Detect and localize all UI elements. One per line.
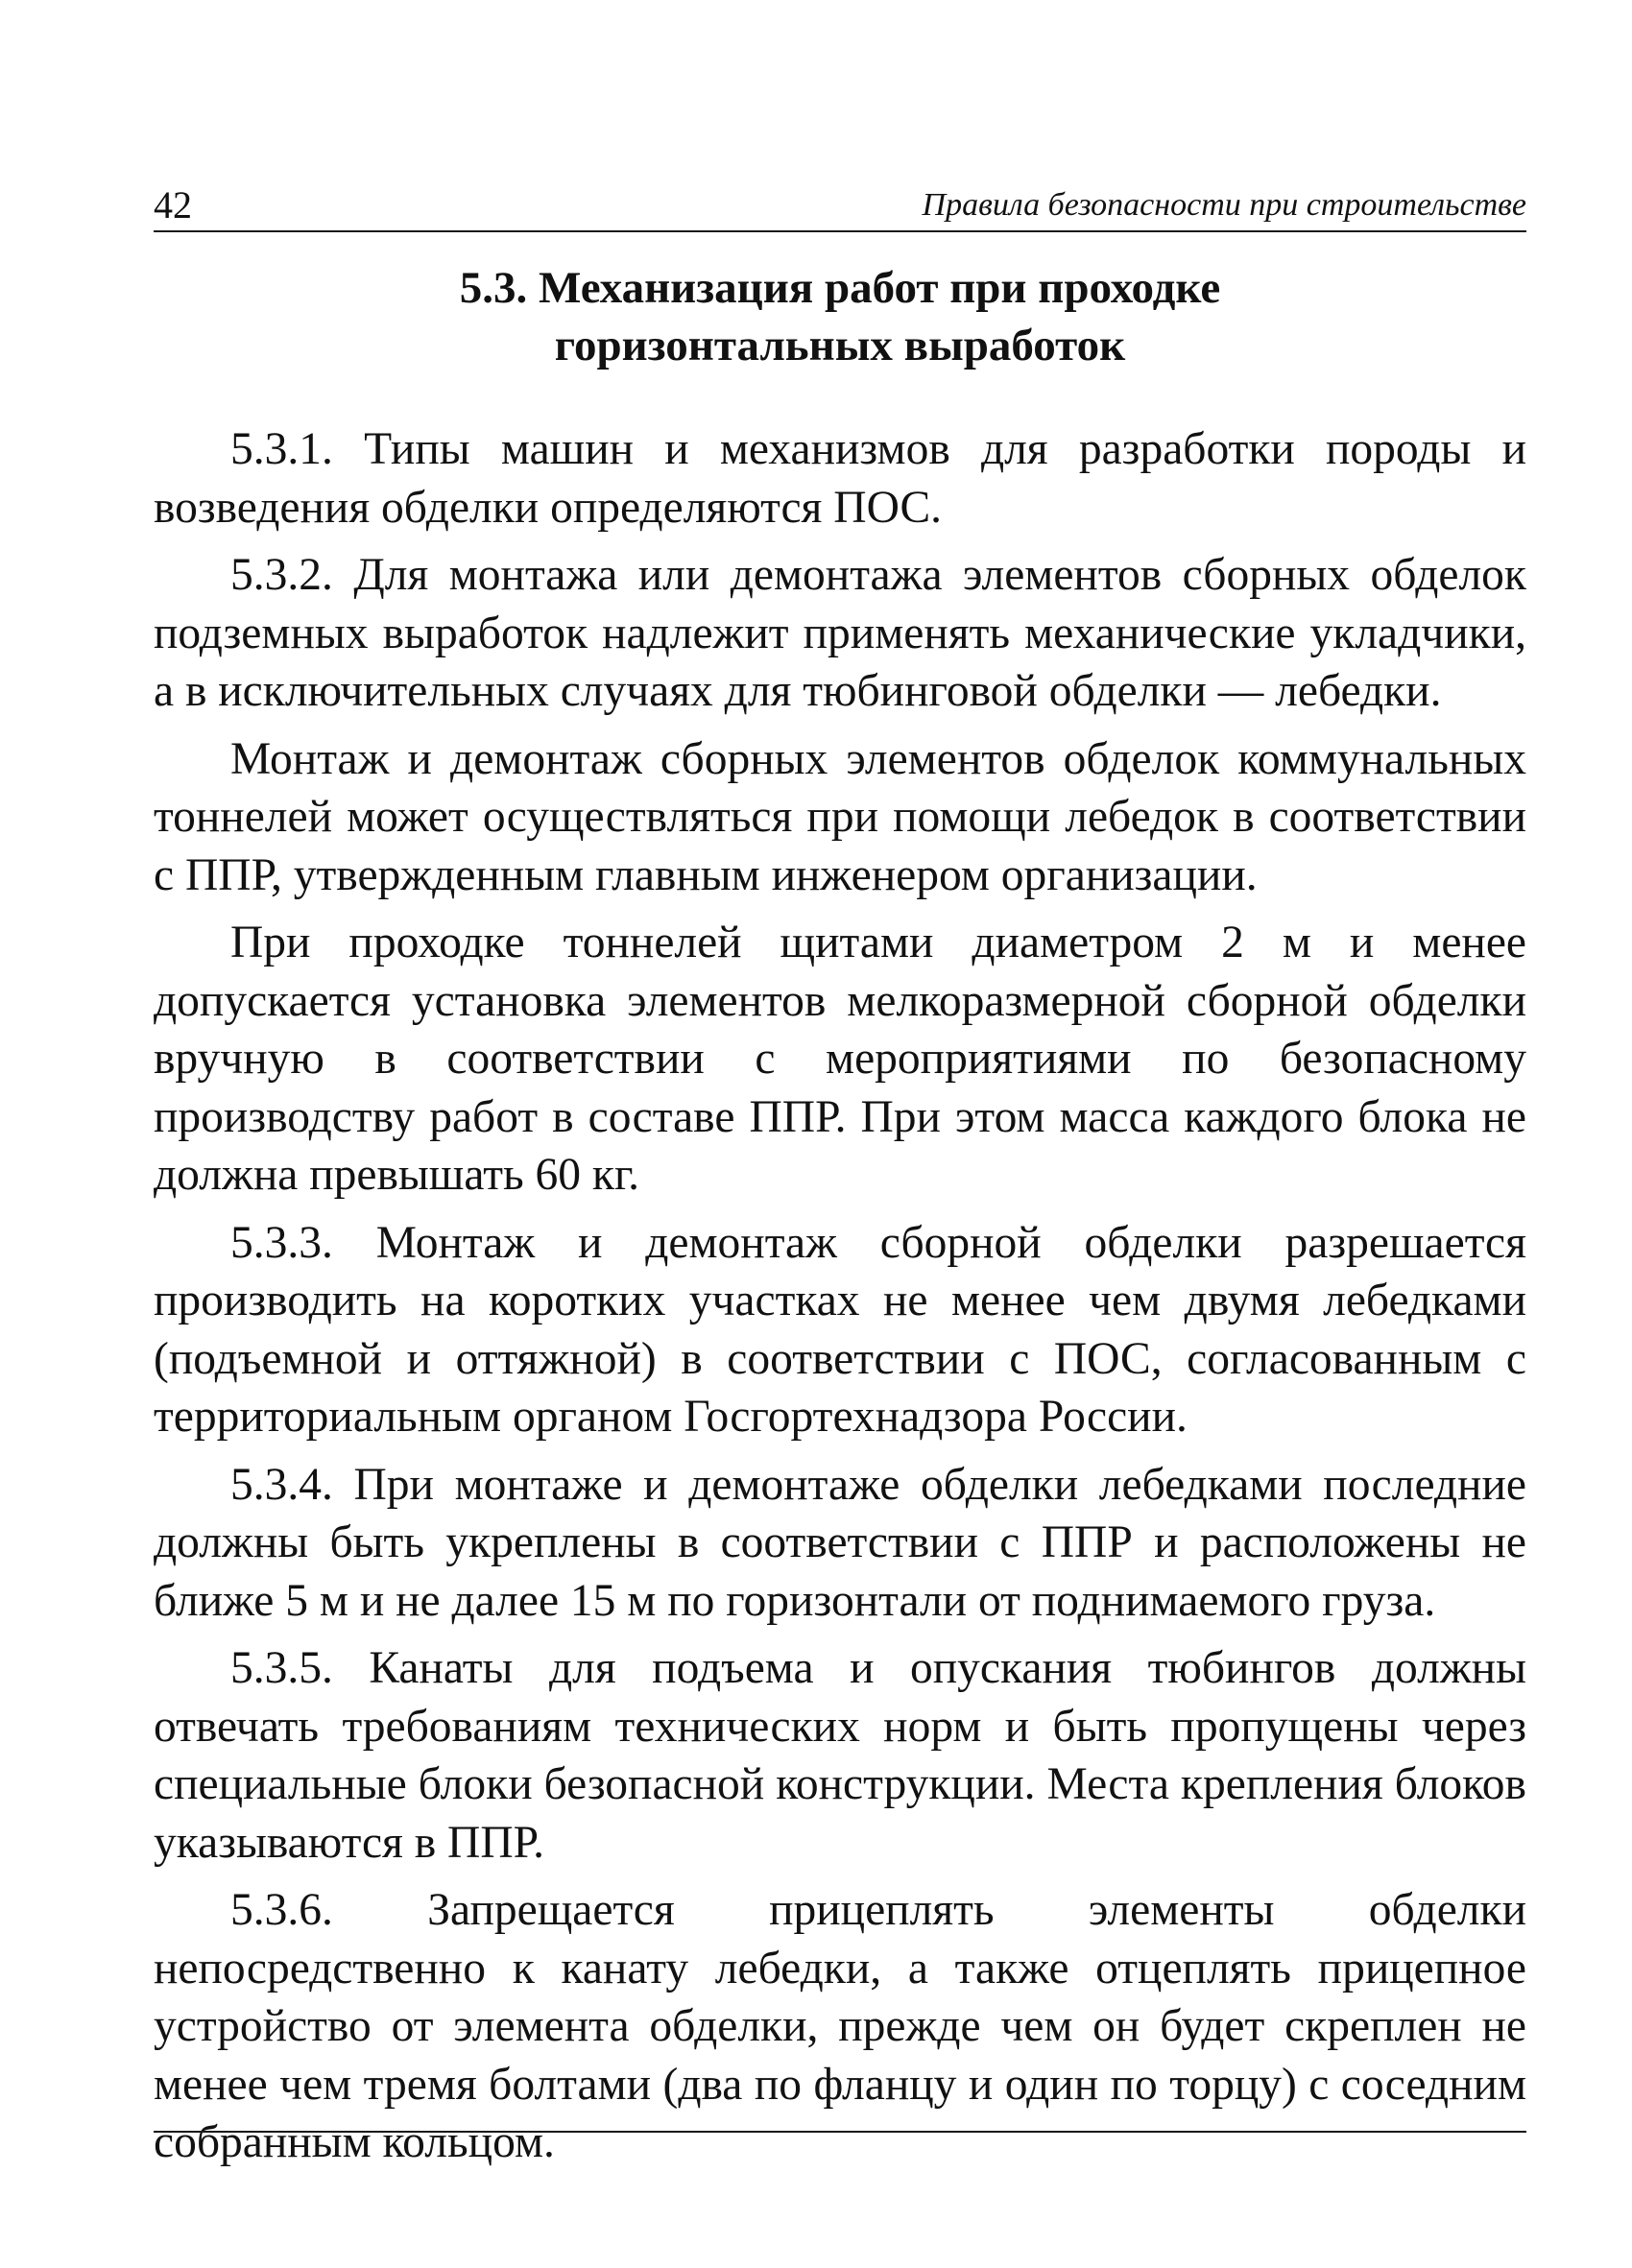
book-page — [154, 179, 1526, 2182]
section-title-line-1: 5.3. Механизация работ при проходке — [459, 263, 1221, 313]
page-number: 42 — [154, 183, 192, 227]
section-title — [154, 259, 1526, 374]
paragraph-5-3-1: 5.3.1. Типы машин и механизмов для разработки породы и возведения обделки определяются ПОС. — [154, 424, 1526, 533]
bottom-divider — [154, 2131, 1526, 2133]
running-header — [154, 179, 1526, 232]
paragraph-communal-tunnels: Монтаж и демонтаж сборных элементов обделок коммунальных тоннелей может осуществляться при помощи лебедок в соответствии с ППР, утвержденным главным инженером организации. — [154, 733, 1526, 900]
paragraph-shield-tunnelling: При проходке тоннелей щитами диаметром 2 м и менее допускается установка элементов мелкоразмерной сборной обделки вручную в соответствии с мероприятиями по безопасному производству работ в составе ППР. При этом масса каждого блока не должна превышать 60 кг. — [154, 918, 1526, 1200]
paragraph-5-3-4: 5.3.4. При монтаже и демонтаже обделки лебедками последние должны быть укреплены в соответствии с ППР и расположены не ближе 5 м и не далее 15 м по горизонтали от поднимаемого груза. — [154, 1459, 1526, 1626]
section-title-line-2: горизонтальных выработок — [554, 321, 1126, 370]
paragraph-5-3-6: 5.3.6. Запрещается прицеплять элементы обделки непосредственно к канату лебедки, а также отцеплять прицепное устройство от элемента обделки, прежде чем он будет скреплен не менее чем тремя болтами (два по фланцу и один по торцу) с соседним собранным кольцом. — [154, 1885, 1526, 2167]
paragraph-5-3-5: 5.3.5. Канаты для подъема и опускания тюбингов должны отвечать требованиям технических норм и быть пропущены через специальные блоки безопасной конструкции. Места крепления блоков указываются в ППР. — [154, 1643, 1526, 1868]
running-title: Правила безопасности при строительстве — [922, 187, 1526, 223]
body-text — [154, 420, 1526, 2172]
paragraph-5-3-2: 5.3.2. Для монтажа или демонтажа элементов сборных обделок подземных выработок надлежит применять механические укладчики, а в исключительных случаях для тюбинговой обделки — лебедки. — [154, 550, 1526, 716]
paragraph-5-3-3: 5.3.3. Монтаж и демонтаж сборной обделки разрешается производить на коротких участках не менее чем двумя лебедками (подъемной и оттяжной) в соответствии с ПОС, согласованным с территориальным органом Госгортехнадзора России. — [154, 1217, 1526, 1442]
